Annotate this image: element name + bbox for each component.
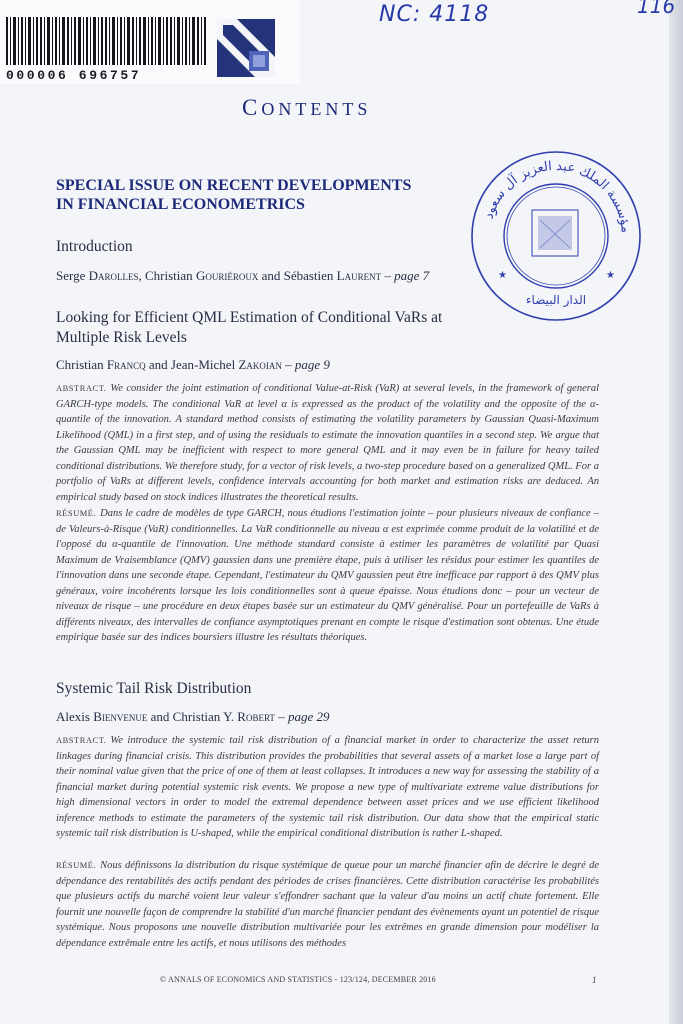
author-surname: Bienvenue <box>93 709 148 724</box>
contents-heading <box>242 95 371 121</box>
author-surname: Laurent <box>336 268 382 283</box>
handwritten-corner-mark: 116 <box>637 0 676 18</box>
author-surname: Darolles <box>88 268 139 283</box>
resume-tag: RÉSUMÉ. <box>56 860 97 870</box>
author-prefix: Serge <box>56 268 89 283</box>
author-surname: Gouriéroux <box>195 268 259 283</box>
barcode-graphic <box>4 17 208 65</box>
article-3-title: Systemic Tail Risk Distribution <box>56 680 252 697</box>
library-logo-graphic <box>217 19 275 77</box>
contents-heading-initial: C <box>242 95 262 120</box>
resume-tag: RÉSUMÉ. <box>56 508 97 518</box>
barcode-number: 000006 696757 <box>6 68 142 83</box>
article-3-page: – page 29 <box>274 709 330 724</box>
article-2-abstract <box>56 381 599 505</box>
article-2-authors <box>56 357 330 373</box>
page-number: 1 <box>592 975 597 985</box>
resume-text: Dans le cadre de modèles de type GARCH, nous étudions l'estimation jointe – pour plusieurs niveaux de confiance – de Valeurs-à-Risque (VaR) conditionnelles. La VaR conditionnelle au niveau α est exprimée comme produit de la volatilité et de l'opposé du α-quantile de l'innovation. Une méthode standard consiste à estimer les paramètres de volatilité par Quasi Maximum de Vraisemblance (QMV) gaussien dans une première étape, puis à utiliser les résidus pour estimer les quantiles de l'innovation dans une seconde étape. Cependant, l'estimateur du QMV gaussien peut être inefficace par rapport à des QMV plus généraux, voire incohérents lorsque les lois conditionnelles sont à queue épaisse. Nous étudions donc – pour un vecteur de niveaux de risque – une procédure en deux étapes basée sur un estimateur du QMV généralisé. Pour un portefeuille de VaRs à différents niveaux, des intervalles de confiance asymptotiques prenant en compte le risque d'estimation sont obtenus. Une étude empirique basée sur des indices boursiers illustre les résultats théoriques. <box>56 508 599 643</box>
article-2-page: – page 9 <box>281 357 330 372</box>
stamp-star-right: ★ <box>606 270 615 281</box>
author-surname: Robert <box>237 709 275 724</box>
article-1-title: Introduction <box>56 238 133 255</box>
article-1-page: – page 7 <box>381 268 430 283</box>
library-stamp <box>470 150 642 322</box>
article-3-authors <box>56 709 329 725</box>
abstract-text: We introduce the systemic tail risk distribution of a financial market in order to characterize the asset return linkages during financial crisis. This distribution provides the probabilities that several assets of a market lose a large part of their nominal value given that the price of one of them at least collapses. It introduces a new way for assessing the stability of a financial market during potential systemic risk events. We propose a new type of multivariate extreme value distributions for high dimensional vectors in order to model the extremal dependence between asset prices and we use efficient likelihood inference methods to estimate the parameters of the systemic tail risk distribution. Our data show that the empirical static systemic tail risk distribution is U-shaped, while the empirical conditional distribution is rather L-shaped. <box>56 735 599 839</box>
abstract-tag: ABSTRACT. <box>56 383 107 393</box>
article-3-abstract <box>56 733 599 842</box>
author-prefix: and Jean-Michel <box>145 357 239 372</box>
stamp-city: الدار البيضاء <box>525 293 587 307</box>
special-issue-line1: SPECIAL ISSUE ON RECENT DEVELOPMENTS <box>56 177 412 194</box>
library-label <box>0 0 300 84</box>
author-prefix: and Christian Y. <box>147 709 238 724</box>
page-edge-shadow <box>669 0 683 1024</box>
abstract-tag: ABSTRACT. <box>56 735 107 745</box>
article-2-title: Looking for Efficient QML Estimation of Conditional VaRs at Multiple Risk Levels <box>56 309 443 346</box>
article-3-resume <box>56 858 599 951</box>
article-1-authors <box>56 268 429 284</box>
stamp-star-left: ★ <box>498 270 507 281</box>
author-prefix: , Christian <box>138 268 196 283</box>
author-surname: Zakoian <box>238 357 282 372</box>
abstract-text: We consider the joint estimation of conditional Value-at-Risk (VaR) at several levels, in the framework of general GARCH-type models. The conditional VaR at level α is expressed as the product of the volatility and the opposite of the α-quantile of the innovation. A standard method consists of estimating the volatility parameters by Gaussian Quasi-Maximum Likelihood (QML) in a first step, and of using the residuals to estimate the innovation quantiles in a second step. We argue that the Gaussian QML may be inefficient with respect to more general QML and it may even be in failure for heavy tailed conditional distributions. We therefore study, for a vector of risk levels, a two-step procedure based on a generalized QML. For a portfolio of VaRs at different levels, confidence intervals accounting for both market and estimation risks are deduced. An empirical study based on stock indices illustrates the theoretical results. <box>56 383 599 503</box>
handwritten-call-number: NC: 4118 <box>379 2 490 27</box>
special-issue-title <box>56 176 456 214</box>
author-prefix: Alexis <box>56 709 94 724</box>
resume-text: Nous définissons la distribution du risque systémique de queue pour un marché financier afin de décrire le degré de dépendance des rentabilités des actifs pendant des périodes de crises financières. Cette distribution caractérise les probabilités que plusieurs actifs du marché voient leur valeur s'effondrer sachant que la valeur d'au moins un actif chute fortement. Elle fournit une nouvelle façon de comprendre la stabilité d'un marché financier pendant des évènements ayant un potentiel de risque systémique. Nous proposons une nouvelle distribution multivariée pour les extrêmes en grande dimension pour modéliser la dépendance extrêmale entre les actifs, et nous utilisons des méthodes <box>56 860 599 949</box>
contents-heading-rest: ONTENTS <box>261 99 372 119</box>
journal-footer: © ANNALS OF ECONOMICS AND STATISTICS - 123/124, DECEMBER 2016 <box>160 975 436 984</box>
library-logo <box>217 19 275 77</box>
special-issue-line2: IN FINANCIAL ECONOMETRICS <box>56 196 305 213</box>
author-prefix: and Sébastien <box>258 268 337 283</box>
stamp-text-path: مؤسسة الملك عبد العزيز آل سعود <box>481 158 633 234</box>
article-2-resume <box>56 506 599 646</box>
author-prefix: Christian <box>56 357 107 372</box>
author-surname: Francq <box>106 357 146 372</box>
